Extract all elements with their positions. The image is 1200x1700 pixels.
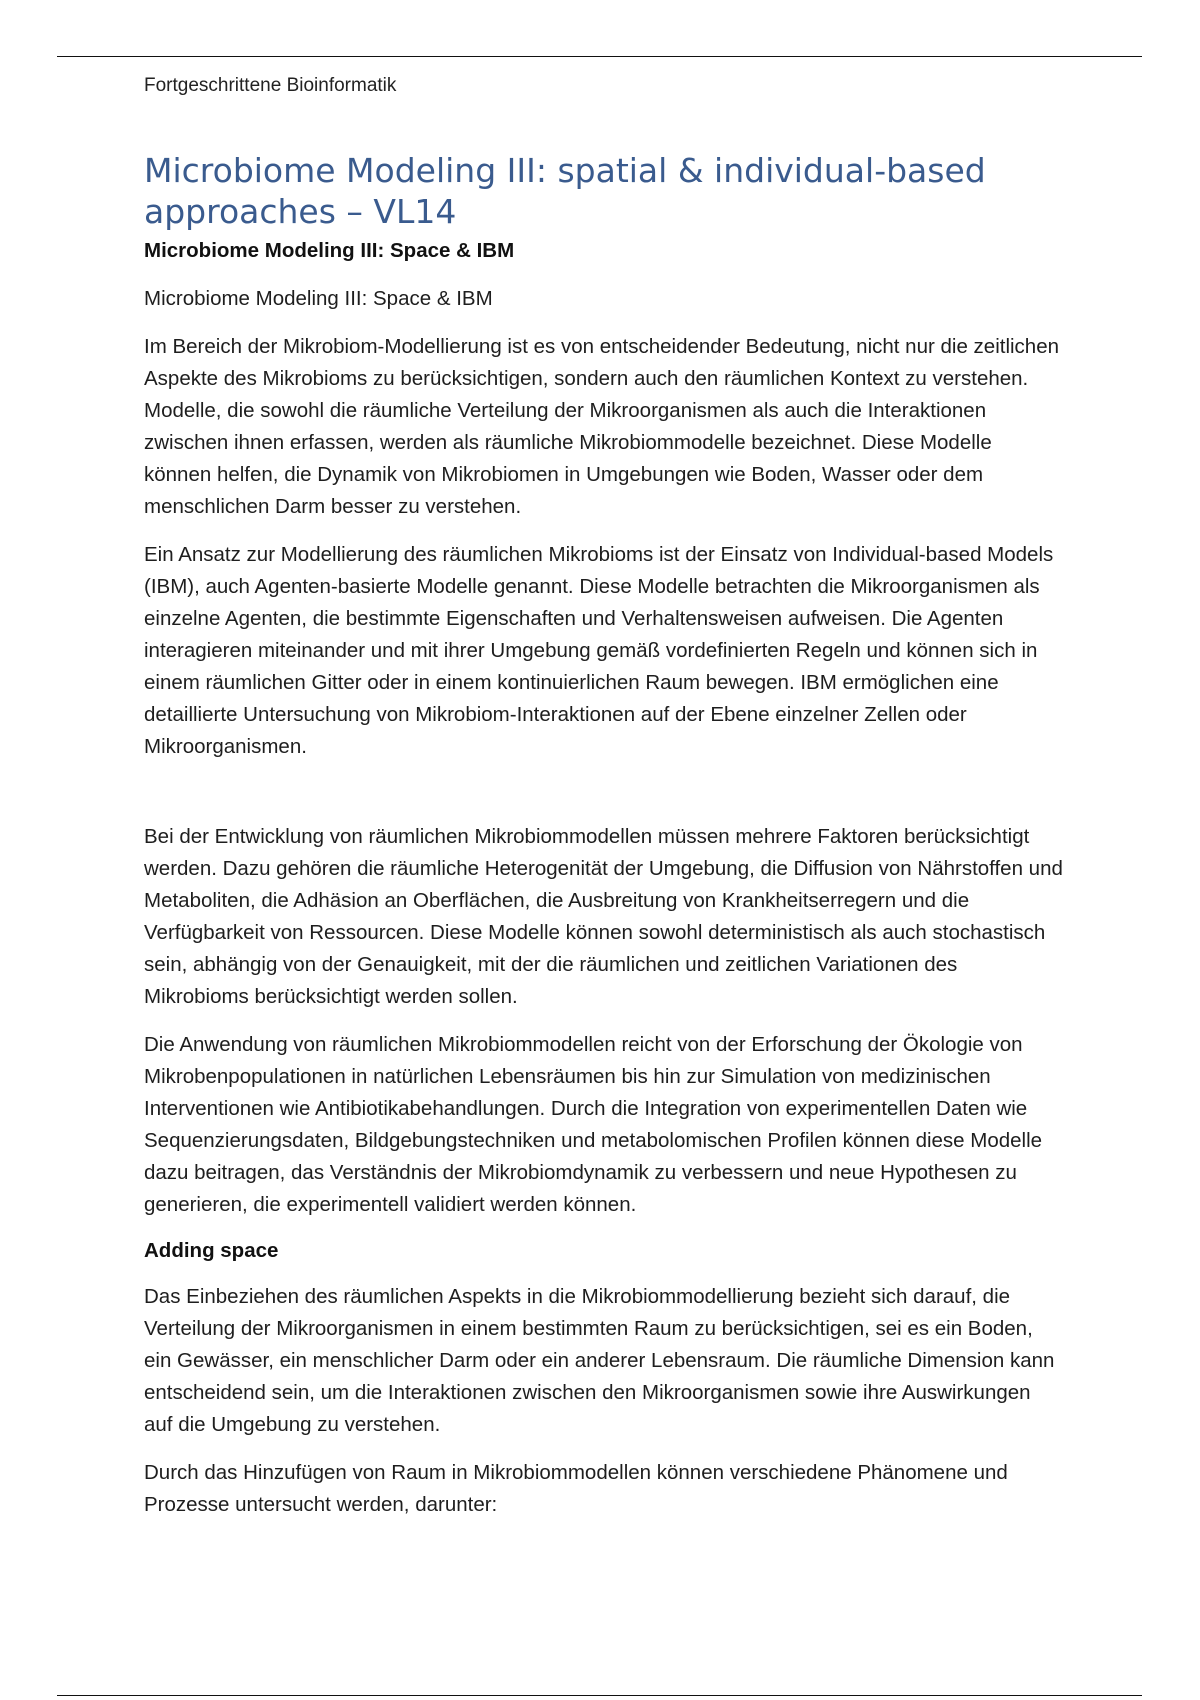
page-content (144, 74, 1064, 1521)
paragraph-spatial-context: Im Bereich der Mikrobiom-Modellierung ist es von entscheidender Bedeutung, nicht nur die zeitlichen Aspekte des Mikrobioms zu berücksichtigen, sondern auch den räumlichen Kontext zu verstehen. Modelle, die sowohl die räumliche Verteilung der Mikroorganismen als auch die Interaktionen zwischen ihnen erfassen, werden als räumliche Mikrobiommodelle bezeichnet. Diese Modelle können helfen, die Dynamik von Mikrobiomen in Umgebungen wie Boden, Wasser oder dem menschlichen Darm besser zu verstehen. (144, 335, 1060, 518)
footer-rule (57, 1695, 1142, 1696)
paragraph-adding-space: Das Einbeziehen des räumlichen Aspekts in die Mikrobiommodellierung bezieht sich darauf, die Verteilung der Mikroorganismen in einem bestimmten Raum zu berücksichtigen, sei es ein Boden, ein Gewässer, ein menschlicher Darm oder ein anderer Lebensraum. Die räumliche Dimension kann entscheidend sein, um die Interaktionen zwischen den Mikroorganismen sowie ihre Auswirkungen auf die Umgebung zu verstehen. (144, 1285, 1055, 1436)
document-subheading: Microbiome Modeling III: Space & IBM (144, 239, 515, 262)
running-header: Fortgeschrittene Bioinformatik (144, 75, 397, 96)
header-rule (57, 56, 1142, 57)
paragraph-factors: Bei der Entwicklung von räumlichen Mikrobiommodellen müssen mehrere Faktoren berücksichtigt werden. Dazu gehören die räumliche Heterogenität der Umgebung, die Diffusion von Nährstoffen und Metaboliten, die Adhäsion an Oberflächen, die Ausbreitung von Krankheitserregern und die Verfügbarkeit von Ressourcen. Diese Modelle können sowohl deterministisch als auch stochastisch sein, abhängig von der Genauigkeit, mit der die räumlichen und zeitlichen Variationen des Mikrobioms berücksichtigt werden sollen. (144, 825, 1063, 1008)
paragraph-applications: Die Anwendung von räumlichen Mikrobiommodellen reicht von der Erforschung der Ökologie von Mikrobenpopulationen in natürlichen Lebensräumen bis hin zur Simulation von medizinischen Interventionen wie Antibiotikabehandlungen. Durch die Integration von experimentellen Daten wie Sequenzierungsdaten, Bildgebungstechniken und metabolomischen Profilen können diese Modelle dazu beitragen, das Verständnis der Mikrobiomdynamik zu verbessern und neue Hypothesen zu generieren, die experimentell validiert werden können. (144, 1033, 1043, 1216)
section-heading-adding-space: Adding space (144, 1239, 279, 1262)
paragraph-phenomena: Durch das Hinzufügen von Raum in Mikrobiommodellen können verschiedene Phänomene und Prozesse untersucht werden, darunter: (144, 1461, 1008, 1516)
paragraph-ibm: Ein Ansatz zur Modellierung des räumlichen Mikrobioms ist der Einsatz von Individual-based Models (IBM), auch Agenten-basierte Modelle genannt. Diese Modelle betrachten die Mikroorganismen als einzelne Agenten, die bestimmte Eigenschaften und Verhaltensweisen aufweisen. Die Agenten interagieren miteinander und mit ihrer Umgebung gemäß vordefinierten Regeln und können sich in einem räumlichen Gitter oder in einem kontinuierlichen Raum bewegen. IBM ermöglichen eine detaillierte Untersuchung von Mikrobiom-Interaktionen auf der Ebene einzelner Zellen oder Mikroorganismen. (144, 543, 1054, 758)
document-title: Microbiome Modeling III: spatial & individual-based approaches – VL14 (144, 151, 986, 231)
paragraph-intro-label: Microbiome Modeling III: Space & IBM (144, 287, 493, 310)
